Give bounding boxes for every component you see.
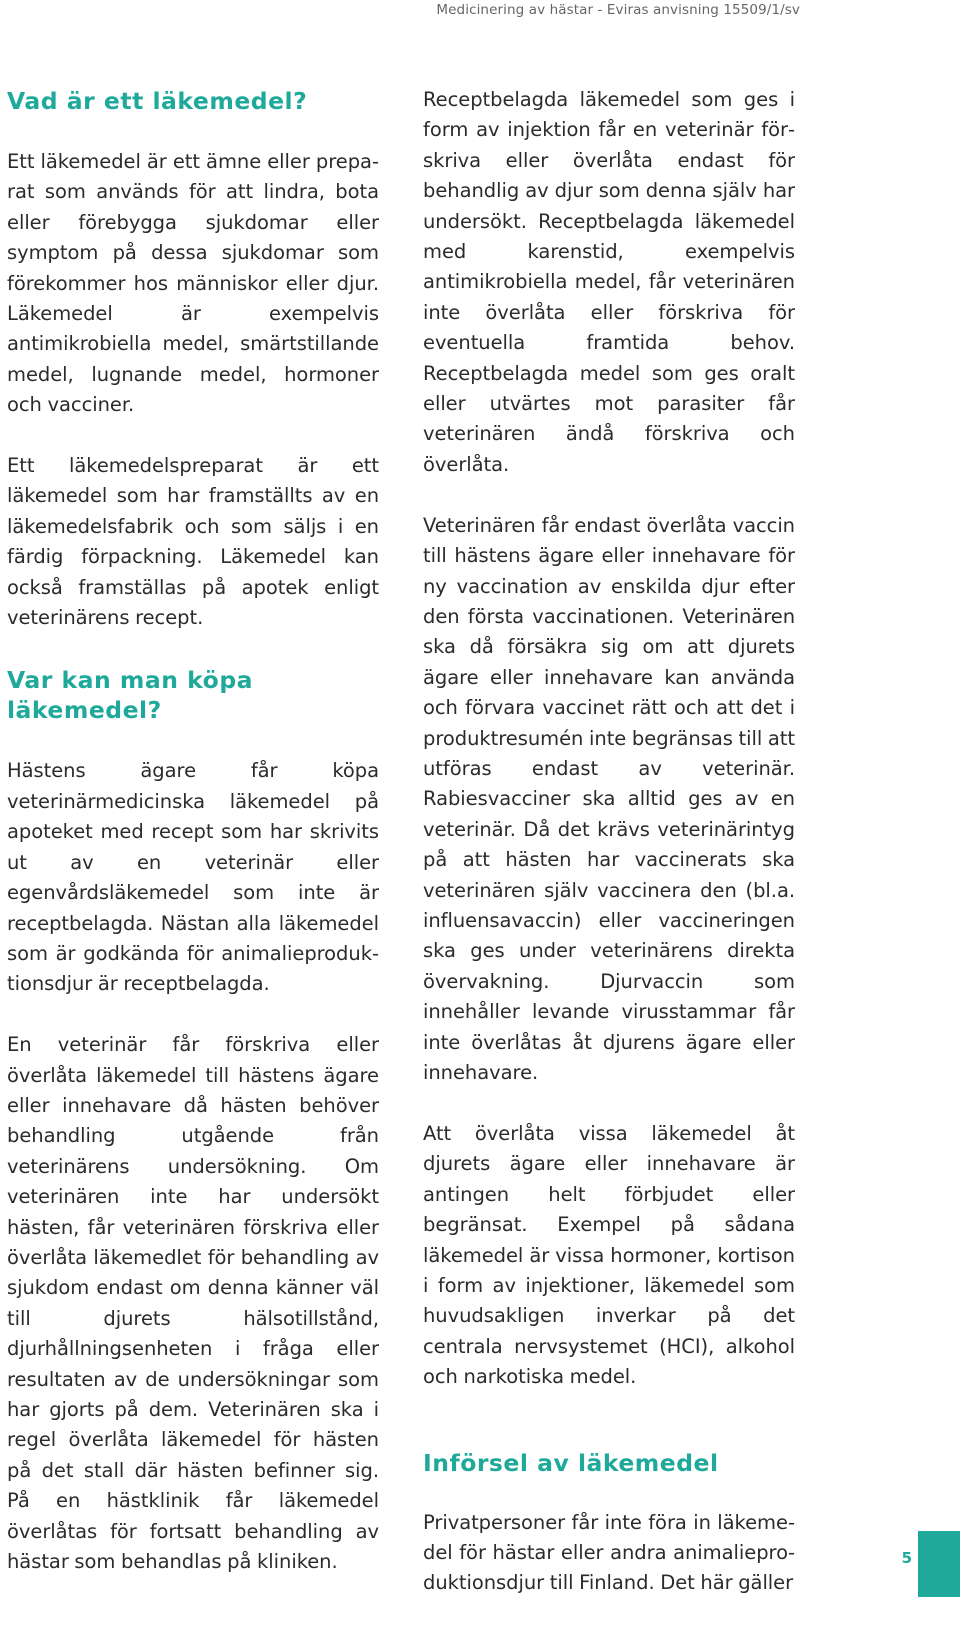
- running-header: Medicinering av hästar - Eviras anvisning 15509/1/sv: [436, 2, 800, 18]
- right-column: [423, 85, 795, 1629]
- paragraph-import: Privatpersoner får inte föra in läkemedel för hästar eller andra animalieproduktionsdjur till Finland. Det här gäller: [423, 1510, 795, 1595]
- page-number: 5: [901, 1549, 912, 1567]
- paragraph-definition: Ett läkemedel är ett ämne eller preparat som används för att lindra, bota eller förebygga sjukdomar eller symptom på dessa sjukdomar som förekommer hos människor eller djur. Läkemedel är exempelvis antimikrobiella medel, smärtstillande medel, lugnande medel, hormoner och vacciner.: [7, 150, 379, 417]
- left-column: [7, 86, 379, 1608]
- paragraph-veterinarian-prescription: En veterinär får förskriva eller överlåta läkemedel till hästens ägare eller innehavare då hästen behöver behandling utgående från veterinärens undersökning. Om veterinären inte har undersökt hästen, får veterinären förskriva eller överlåta läkemedlet för behandling av sjukdom endast om denna känner väl till djurets hälsotillstånd, djurhållningsenheten i fråga eller resultaten av de undersökningar som har gjorts på dem. Veterinären ska i regel överlåta läkemedel för hästen på det stall där hästen befinner sig. På en hästklinik får läkemedel överlåtas för fortsatt behandling av hästar som behandlas på kliniken.: [7, 1033, 379, 1574]
- heading-import: Införsel av läkemedel: [423, 1448, 719, 1477]
- heading-where-to-buy: Var kan man köpa läkemedel?: [7, 666, 254, 725]
- paragraph-injection-rules: Receptbelagda läkemedel som ges i form av injektion får en veterinär förskriva eller överlåta endast för behandlig av djur som denna själv har undersökt. Receptbelagda läkemedel med karenstid, exempelvis antimikrobiella medel, får veterinären inte överlåta eller förskriva för eventuella framtida behov. Receptbelagda medel som ges oralt eller utvärtes mot parasiter får veterinären ändå förskriva och överlåta.: [423, 88, 795, 476]
- paragraph-restricted-medicines: Att överlåta vissa läkemedel åt djurets ägare eller innehavare är antingen helt förbjudet eller begränsat. Exempel på sådana läkemedel är vissa hormoner, kortison i form av injektioner, läkemedel som huvudsakligen inverkar på det centrala nervsystemet (HCI), alkohol och narkotiska medel.: [423, 1122, 795, 1389]
- paragraph-preparation: Ett läkemedelspreparat är ett läkemedel som har framställts av en läkemedelsfabrik och som säljs i en färdig förpackning. Läkemedel kan också framställas på apotek enligt veterinärens recept.: [7, 454, 379, 630]
- heading-what-is-medicine: Vad är ett läkemedel?: [7, 87, 308, 115]
- paragraph-vaccines: Veterinären får endast överlåta vaccin till hästens ägare eller innehavare för ny vaccination av enskilda djur efter den första vaccinationen. Veterinären ska då försäkra sig om att djurets ägare eller innehavare kan använda och förvara vaccinet rätt och att det i produktresumén inte begränsas till att utföras endast av veterinär. Rabiesvacciner ska alltid ges av en veterinär. Då det krävs veterinärintyg på att hästen har vaccinerats ska veterinären själv vaccinera den (bl.a. influensavaccin) eller vaccineringen ska ges under veterinärens direkta övervakning. Djurvaccin som innehåller levande virusstammar får inte överlåtas åt djurens ägare eller innehavare.: [423, 513, 795, 1085]
- paragraph-pharmacy: Hästens ägare får köpa veterinärmedicinska läkemedel på apoteket med recept som har skrivits ut av en veterinär eller egenvårdsläkemedel som inte är receptbelagda. Nästan alla läkemedel som är godkända för animalieproduktionsdjur är receptbelagda.: [7, 759, 379, 996]
- page-corner-tab: [918, 1531, 960, 1597]
